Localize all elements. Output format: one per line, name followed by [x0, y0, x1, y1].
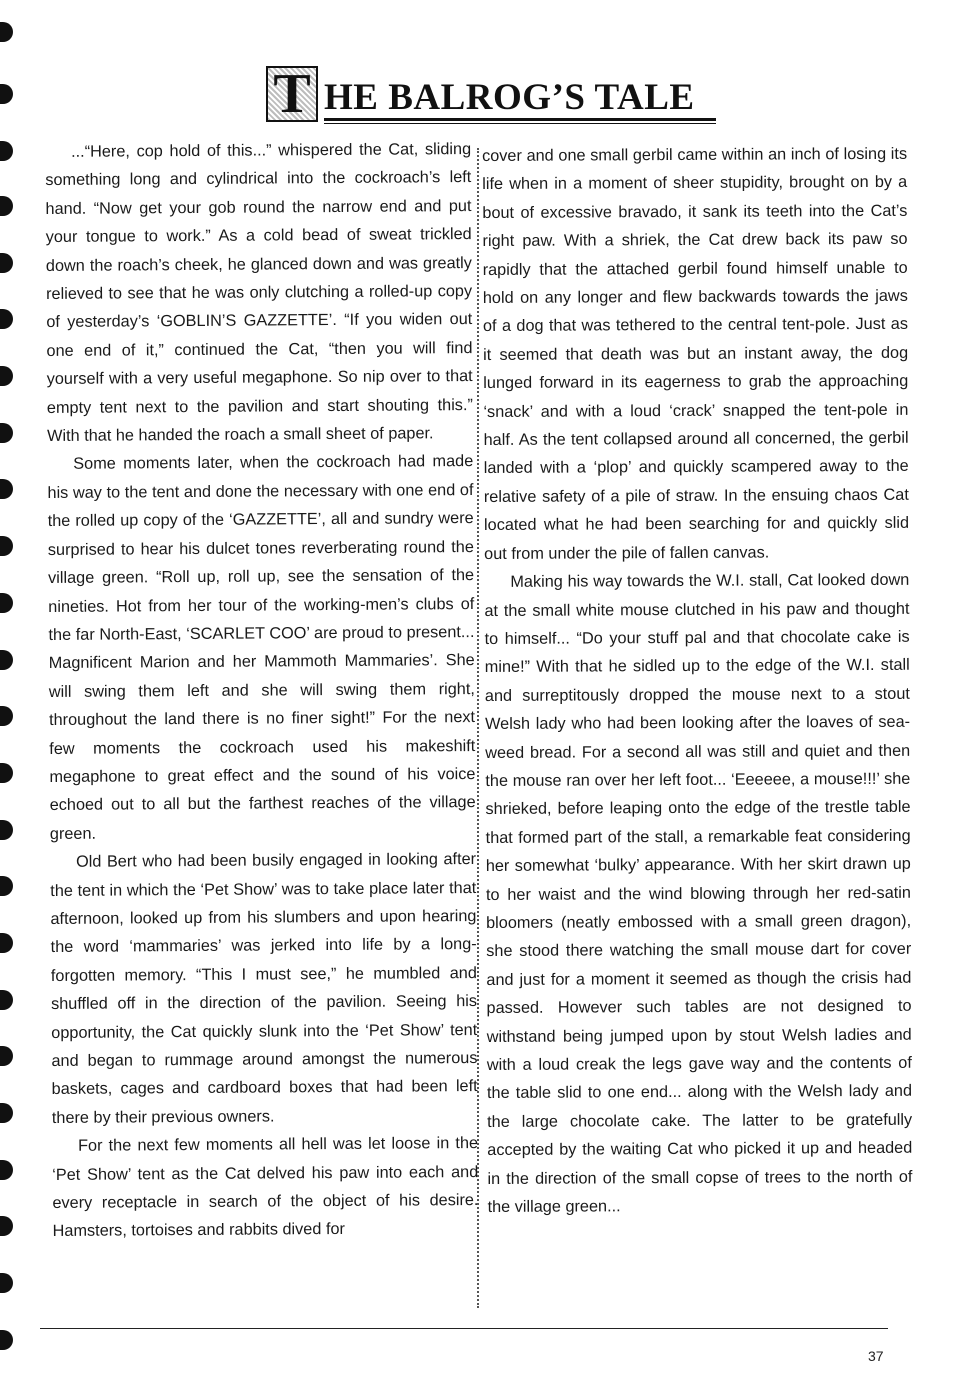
binder-holes [0, 0, 24, 1375]
binder-hole [0, 84, 13, 104]
paragraph: Old Bert who had been busily engaged in looking after the tent in which the ‘Pet Show’ was to take place later that afternoon, looked up from his slumbers and upon hearing the word ‘mammaries’ was jerked into life by a long-forgotten memory. “This I must see,” he mumbled and shuffled off in the direction of the pavilion. Seeing his opportunity, the Cat quickly slunk into the ‘Pet Show’ tent and began to rummage around amongst the numerous baskets, cages and cardboard boxes that had been left there by their previous owners. [50, 850, 478, 1127]
binder-hole [0, 1216, 13, 1236]
binder-hole [0, 876, 13, 896]
binder-hole [0, 650, 13, 670]
binder-hole [0, 22, 13, 42]
paragraph: cover and one small gerbil came within an inch of losing its life when in a moment of sheer stupidity, brought on by a bout of excessive bravado, it sank its teeth into the Cat’s right paw. With a shriek, the Cat drew back its paw so rapidly that the attached gerbil found himself unable to hold on any longer and flew backwards towards the jaws of a dog that was tethered to the central tent-pole. Just as it seemed that death was but an instant away, the dog lunged forward in its eagerness to grab the approaching ‘snack’ and with a loud ‘crack’ snapped the tent-pole in half. As the tent collapsed around all concerned, the gerbil landed with a ‘plop’ and quickly scampered away to the relative safety of a pile of straw. In the ensuing chaos Cat located what he had been searching for and quickly slid out from under the pile of fallen canvas. [482, 144, 910, 563]
footer-rule [40, 1328, 888, 1329]
paragraph: Some moments later, when the cockroach had made his way to the tent and done the necessary with one end of the rolled up copy of the ‘GAZZETTE’, all and sundry were surprised to hear his dulcet tones reverberating round the village green. “Roll up, roll up, see the sensation of the nineties. Hot from her tour of the working-men’s clubs of the far North-East, ‘SCARLET COO’ are proud to present... Magnificent Marion and her Mammoth Mammaries’. She will swing them left and she will swing them right, throughout the land there is no finer sight!” For the next few moments the cockroach used his makeshift megaphone to great effect and the sound of his voice echoed out to all but the farthest reaches of the village green. [47, 452, 476, 843]
binder-hole [0, 706, 13, 726]
binder-hole [0, 536, 13, 556]
left-column [45, 135, 479, 1246]
paragraph: For the next few moments all hell was let loose in the ‘Pet Show’ tent as the Cat delved his paw into each and every receptacle in search of the object of his desire. Hamsters, tortoises and rabbits dived for [52, 1134, 479, 1241]
paragraph: Making his way towards the W.I. stall, Cat looked down at the small white mouse clutched in his paw and thought to himself... “Do your stuff pal and that chocolate cake is mine!” With that he sidled up to the edge of the W.I. stall and surreptitously dropped the mouse next to a stout Welsh lady who had been looking after the loaves of sea-weed bread. For a second all was still and quiet and then the mouse ran over her left foot... ‘Eeeeee, a mouse!!!’ she shrieked, before leaping onto the edge of the trestle table that formed part of the stall, a remarkable feat considering her somewhat ‘bulky’ appearance. With her skirt drawn up to her waist and the wind blowing through her red-satin bloomers (neatly embossed with a small green dragon), she stood there watching the small mouse dart for cover and just for a moment it seemed as though the crisis had passed. However such tables are not designed to withstand being jumped upon by stout Welsh ladies and with a loud creak the legs gave way and the contents of the table slid to one end... along with the Welsh lady and the large chocolate cake. The latter to be gratefully accepted by the waiting Cat who picked it up and headed in the direction of the small copse of trees to the north of the village green... [484, 570, 913, 1217]
binder-hole [0, 990, 13, 1010]
binder-hole [0, 933, 13, 953]
binder-hole [0, 593, 13, 613]
binder-hole [0, 423, 13, 443]
binder-hole [0, 141, 13, 161]
binder-hole [0, 1103, 13, 1123]
page-title [266, 63, 716, 126]
binder-hole [0, 366, 13, 386]
binder-hole [0, 763, 13, 783]
binder-hole [0, 820, 13, 840]
binder-hole [0, 253, 13, 273]
binder-hole [0, 479, 13, 499]
right-column [482, 140, 913, 1222]
title-underline-thin [324, 123, 716, 124]
paragraph: ...“Here, cop hold of this...” whispered the Cat, sliding something long and cylindrical into the cockroach’s left hand. “Now get your gob round the narrow end and put your tongue to work.” As a cold bead of sweat trickled down the roach’s cheek, he glanced down and was greatly relieved to see that he was only clutching a rolled-up copy of yesterday’s ‘GOBLIN’S GAZZETTE’. “If you widen out one end of it,” continued the Cat, “then you will find yourself with a very useful megaphone. So nip over to that empty tent next to the pavilion and start shouting this.” With that he handed the roach a small sheet of paper. [45, 140, 473, 446]
title-underline [324, 118, 716, 121]
binder-hole [0, 1330, 13, 1350]
binder-hole [0, 1046, 13, 1066]
column-divider [477, 148, 479, 1308]
binder-hole [0, 1273, 13, 1293]
page-number: 37 [868, 1348, 884, 1364]
binder-hole [0, 1160, 13, 1180]
title-text: HE BALROG’S TALE [324, 77, 695, 118]
binder-hole [0, 196, 13, 216]
title-dropcap: T [266, 66, 318, 122]
binder-hole [0, 309, 13, 329]
